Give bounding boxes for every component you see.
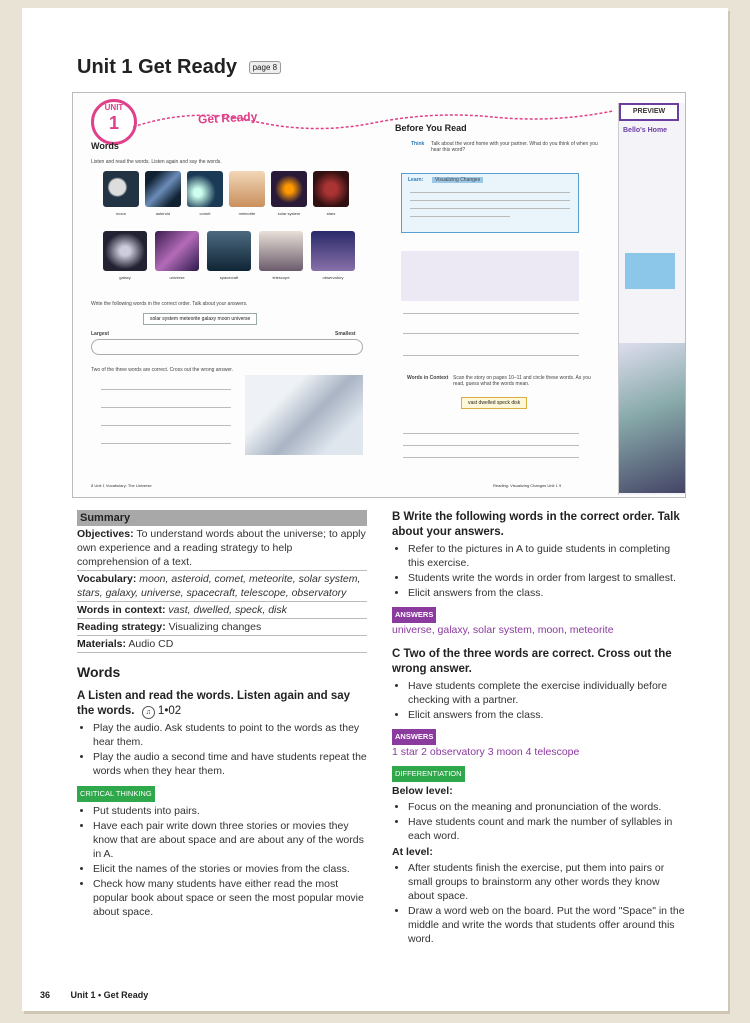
- list-item: • Play the audio a second time and have students repeat the words when they hear them.: [93, 750, 367, 778]
- activity-b-bullets: [392, 542, 688, 600]
- page: [22, 8, 728, 1011]
- asteroid-image: [145, 171, 181, 216]
- thumb-image-row-2: [103, 231, 355, 280]
- observatory-image: [311, 231, 355, 280]
- thumb-story-box: [401, 251, 579, 301]
- at-level-label: At level:: [392, 846, 433, 858]
- thumb-line: [403, 433, 579, 434]
- critical-thinking-bullets: [77, 804, 367, 919]
- thumb-order-scale: [91, 339, 363, 355]
- thumb-instruction-a: Listen and read the words. Listen again and say the words.: [91, 159, 222, 165]
- activity-b-title: B Write the following words in the correct order. Talk about your answers.: [392, 511, 680, 538]
- label: Objectives:: [77, 528, 134, 540]
- thumb-smallest: Smallest: [335, 331, 356, 337]
- list-item: • After students finish the exercise, put them into pairs or small groups to brainstorm any other words they know about space.: [408, 861, 688, 903]
- differentiation-tag: DIFFERENTIATION: [392, 766, 465, 782]
- list-item: • Play the audio. Ask students to point to the words as they hear them.: [93, 721, 367, 749]
- preview-tag: PREVIEW: [619, 103, 679, 121]
- at-level-bullets: [392, 861, 688, 946]
- list-item: • Elicit the names of the stories or movies from the class.: [93, 862, 367, 876]
- value: Audio CD: [128, 638, 174, 650]
- summary-materials: [77, 636, 367, 653]
- answer-b: universe, galaxy, solar system, moon, meteorite: [392, 624, 614, 636]
- thumb-line: [403, 355, 579, 356]
- thumb-line: [403, 333, 579, 334]
- caption: galaxy: [119, 275, 131, 280]
- thumb-preview-panel: [618, 103, 685, 495]
- page-title: [77, 56, 281, 79]
- list-item: • Check how many students have either read the most popular book about space or seen the most popular movie about space.: [93, 877, 367, 919]
- critical-thinking-tag: CRITICAL THINKING: [77, 786, 155, 802]
- audio-track: 1•02: [157, 705, 182, 717]
- list-item: • Focus on the meaning and pronunciation of the words.: [408, 800, 688, 814]
- thumb-line: [403, 313, 579, 314]
- thumb-wordbox-b: solar system meteorite galaxy moon universe: [143, 313, 257, 325]
- page-footer: [40, 990, 148, 1000]
- moon-image: [103, 171, 139, 216]
- thumb-line: [410, 200, 570, 201]
- caption: telescope: [272, 275, 290, 280]
- summary-vocabulary: [77, 571, 367, 602]
- telescope-image: [259, 231, 303, 280]
- activity-c-bullets: [392, 679, 688, 722]
- thumb-think-text: Talk about the word home with your partner. What do you think of when you hear this word?: [431, 141, 598, 153]
- list-item: • Have students count and mark the number of syllables in each word.: [408, 815, 688, 843]
- activity-a-title-text: A Listen and read the words. Listen again and say the words.: [77, 690, 351, 717]
- caption: meteorite: [238, 211, 256, 216]
- answer-c: 1 star 2 observatory 3 moon 4 telescope: [392, 746, 580, 758]
- galaxy-image: [103, 231, 147, 280]
- spacecraft-image: [207, 231, 251, 280]
- student-book-thumbnail: [72, 92, 686, 498]
- thumb-line: [410, 216, 510, 217]
- bellos-home: Bello's Home: [623, 127, 668, 134]
- page-ref-tag: page 8: [249, 61, 281, 74]
- value: moon, asteroid, comet, meteorite, solar system, stars, galaxy, universe, spacecraft, telescope, observatory: [77, 573, 361, 599]
- caption: comet: [199, 211, 211, 216]
- thumb-line: [101, 407, 231, 408]
- list-item: • Put students into pairs.: [93, 804, 367, 818]
- footer-unit: Unit 1 • Get Ready: [70, 990, 149, 1000]
- label: Words in context:: [77, 604, 166, 616]
- value: To understand words about the universe; to apply own experience and a reading strategy to help comprehension of a text.: [77, 528, 366, 568]
- summary-objectives: [77, 526, 367, 571]
- label: Materials:: [77, 638, 127, 650]
- summary-words-in-context: [77, 602, 367, 619]
- below-level-label: Below level:: [392, 785, 453, 797]
- caption: universe: [169, 275, 185, 280]
- solar-system-image: [271, 171, 307, 216]
- caption: spacecraft: [219, 275, 239, 280]
- answers-tag-b: ANSWERS: [392, 607, 436, 623]
- list-item: • Draw a word web on the board. Put the word "Space" in the middle and write the words that students offer around this word.: [408, 904, 688, 946]
- summary-reading-strategy: [77, 619, 367, 636]
- label: Vocabulary:: [77, 573, 137, 585]
- thumb-learn-box: [401, 173, 579, 233]
- thumb-line: [403, 457, 579, 458]
- page-number: 36: [40, 990, 51, 1000]
- thumb-line: [403, 445, 579, 446]
- caption: asteroid: [155, 211, 171, 216]
- value: Visualizing changes: [168, 621, 262, 633]
- list-item: • Students write the words in order from largest to smallest.: [408, 571, 688, 585]
- caption: stars: [326, 211, 336, 216]
- meteorite-image: [229, 171, 265, 216]
- list-item: • Have students complete the exercise individually before checking with a partner.: [408, 679, 688, 707]
- unit-badge: [91, 99, 137, 145]
- summary-header: Summary: [77, 510, 367, 526]
- thumb-line: [410, 192, 570, 193]
- caption: moon: [115, 211, 126, 216]
- thumb-line: [101, 389, 231, 390]
- unit-number: 1: [108, 113, 119, 133]
- thumb-learn-label: Learn:: [408, 177, 424, 183]
- unit-label: UNIT: [104, 103, 124, 112]
- thumb-footer-right: Reading: Visualizing Changes Unit 1 9: [493, 483, 562, 488]
- thumb-before-you-read: Before You Read: [395, 123, 467, 133]
- words-heading: Words: [77, 664, 121, 680]
- thumb-wic-text: Scan the story on pages 10–11 and circle these words. As you read, guess what the words mean.: [453, 375, 591, 387]
- comet-image: [187, 171, 223, 216]
- list-item: • Elicit answers from the class.: [408, 708, 688, 722]
- preview-photo: [619, 343, 685, 493]
- below-level-bullets: [392, 800, 688, 843]
- thumb-image-row-1: [103, 171, 349, 216]
- thumb-largest: Largest: [91, 331, 110, 337]
- preview-map: [625, 253, 675, 289]
- thumb-line: [101, 425, 231, 426]
- activity-a-bullets: [77, 721, 367, 778]
- thumb-line: [101, 443, 231, 444]
- thumb-think: Think: [411, 141, 425, 147]
- right-column: [392, 510, 688, 947]
- caption: solar system: [277, 211, 301, 216]
- title-text: Unit 1 Get Ready: [77, 56, 238, 78]
- thumb-footer-left: 8 Unit 1 Vocabulary: The Universe: [91, 483, 152, 488]
- telescope-photo: [245, 375, 363, 455]
- caption: observatory: [322, 275, 344, 280]
- thumb-learn-sub: Visualizing Changes: [432, 177, 483, 183]
- list-item: • Elicit answers from the class.: [408, 586, 688, 600]
- thumb-wic-words: vast dwelled speck disk: [461, 397, 527, 409]
- thumb-instruction-c: Two of the three words are correct. Cross out the wrong answer.: [91, 367, 234, 373]
- left-column: [77, 510, 367, 920]
- list-item: • Have each pair write down three stories or movies they know that are about space and are about any of the words in A.: [93, 819, 367, 861]
- label: Reading strategy:: [77, 621, 166, 633]
- activity-a-title: [77, 689, 367, 719]
- thumb-wic-label: Words in Context: [407, 375, 449, 381]
- stars-image: [313, 171, 349, 216]
- thumb-line: [410, 208, 570, 209]
- list-item: • Refer to the pictures in A to guide students in completing this exercise.: [408, 542, 688, 570]
- thumb-instruction-b: Write the following words in the correct order. Talk about your answers.: [91, 301, 248, 307]
- thumb-words-heading: Words: [91, 141, 119, 151]
- banner-get-ready: Get Ready: [197, 109, 258, 127]
- value: vast, dwelled, speck, disk: [168, 604, 287, 616]
- audio-icon: ♫: [142, 706, 155, 719]
- universe-image: [155, 231, 199, 280]
- answers-tag-c: ANSWERS: [392, 729, 436, 745]
- activity-c-title: C Two of the three words are correct. Cross out the wrong answer.: [392, 648, 672, 675]
